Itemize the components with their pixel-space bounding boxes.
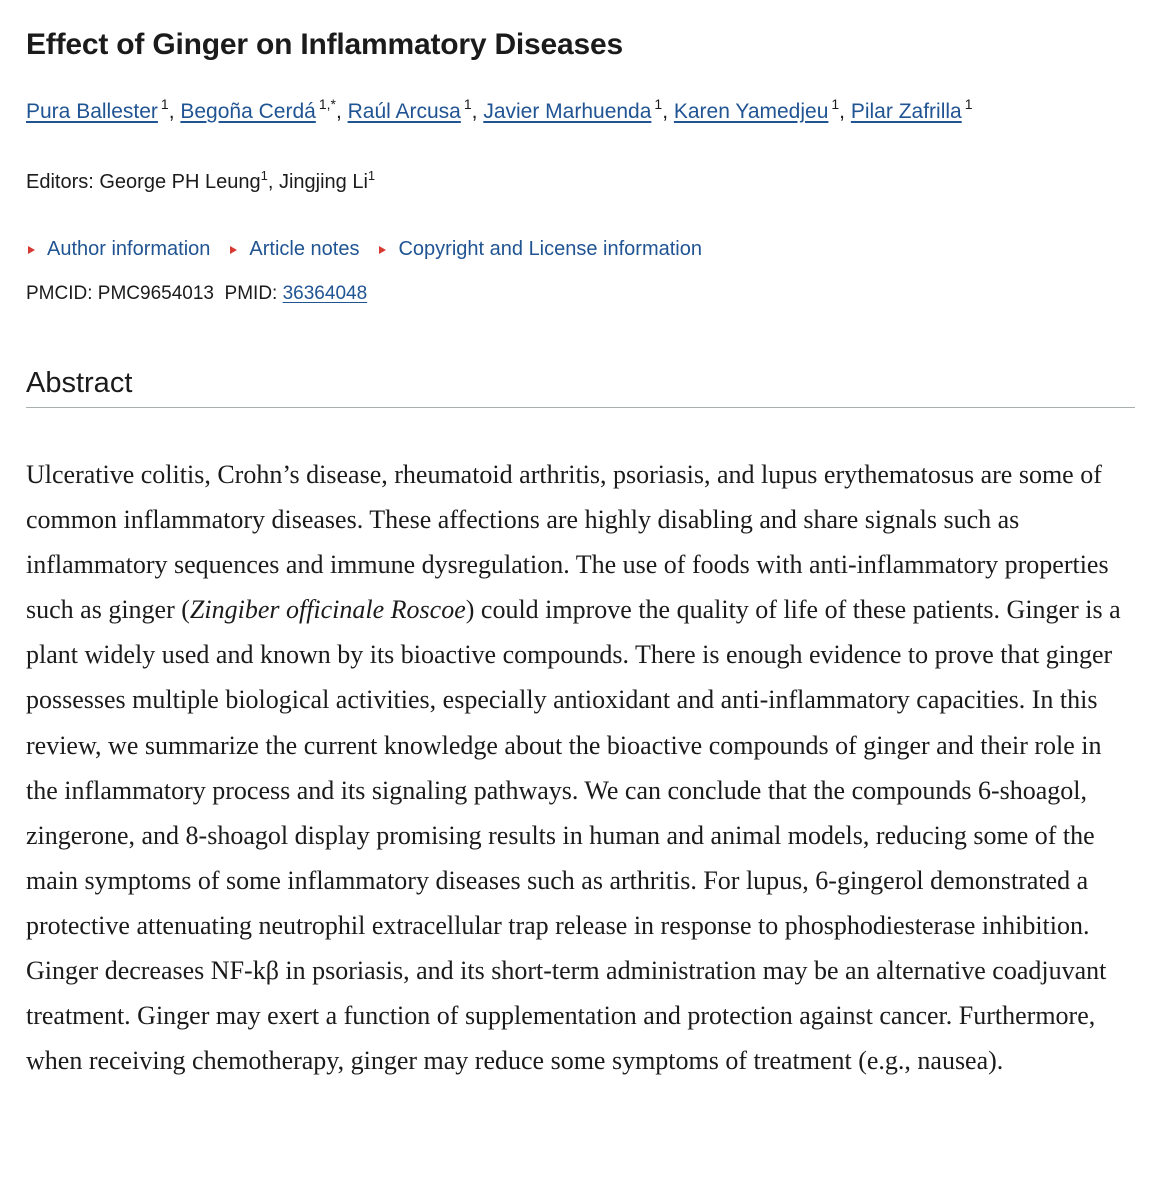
article-info-links <box>26 238 720 261</box>
affiliation-marker: 1 <box>260 168 268 183</box>
editor-entry <box>99 168 279 193</box>
affiliation-marker: 1 <box>160 96 169 112</box>
author-entry <box>180 96 348 123</box>
author-separator: , <box>335 100 348 123</box>
expand-triangle-icon <box>379 246 386 254</box>
editor-name: Jingjing Li <box>278 171 368 193</box>
copyright-license-toggle[interactable] <box>377 238 702 261</box>
author-list <box>26 96 973 124</box>
affiliation-marker: 1 <box>463 96 472 112</box>
pmcid-value: PMC9654013 <box>97 283 214 304</box>
author-entry <box>483 96 674 123</box>
info-link-label: Author information <box>47 238 211 260</box>
author-link[interactable]: Pilar Zafrilla <box>850 100 962 123</box>
info-link-label: Article notes <box>249 238 360 260</box>
affiliation-marker: 1 <box>964 96 973 112</box>
editor-name: George PH Leung <box>99 171 261 193</box>
section-divider <box>26 407 1135 408</box>
affiliation-marker: 1,* <box>318 96 336 112</box>
affiliation-marker: 1 <box>367 168 376 183</box>
editor-entry <box>278 168 376 193</box>
species-name: Zingiber officinale Roscoe <box>189 595 466 625</box>
abstract-body <box>26 452 1135 1083</box>
affiliation-marker: 1 <box>831 96 840 112</box>
pmid-label: PMID: <box>224 283 278 304</box>
expand-triangle-icon <box>230 246 237 254</box>
author-information-toggle[interactable] <box>26 238 210 261</box>
affiliation-marker: 1 <box>654 96 663 112</box>
pmcid-label: PMCID: <box>26 283 93 304</box>
author-link[interactable]: Pura Ballester <box>26 100 158 123</box>
expand-triangle-icon <box>28 246 35 254</box>
article-title: Effect of Ginger on Inflammatory Diseases <box>26 28 623 61</box>
author-separator: , <box>839 100 851 123</box>
author-separator: , <box>662 100 674 123</box>
article-notes-toggle[interactable] <box>228 238 359 261</box>
author-entry <box>347 96 484 123</box>
author-separator: , <box>168 100 181 123</box>
author-link[interactable]: Raúl Arcusa <box>347 100 461 123</box>
author-link[interactable]: Javier Marhuenda <box>483 100 652 123</box>
editors-label: Editors: <box>26 171 94 193</box>
abstract-text-part: Ulcerative colitis, Crohn’s disease, rheumatoid arthritis, psoriasis, and lupus erythematosus are some of common inflammatory diseases. These affections are highly disabling and share signals such as inflammatory sequences and immune dysregulation. The use of foods with anti-inflammatory properties such as ginger ( <box>26 460 1109 625</box>
abstract-text-part: ) could improve the quality of life of these patients. Ginger is a plant widely used and known by its bioactive compounds. There is enough evidence to prove that ginger possesses multiple biological activities, especially antioxidant and anti-inflammatory capacities. In this review, we summarize the current knowledge about the bioactive compounds of ginger and their role in the inflammatory process and its signaling pathways. We can conclude that the compounds 6-shoagol, zingerone, and 8-shoagol display promising results in human and animal models, reducing some of the main symptoms of some inflammatory diseases such as arthritis. For lupus, 6-gingerol demonstrated a protective attenuating neutrophil extracellular trap release in response to phosphodiesterase inhibition. Ginger decreases NF-kβ in psoriasis, and its short-term administration may be an alternative coadjuvant treatment. Ginger may exert a function of supplementation and protection against cancer. Furthermore, when receiving chemotherapy, ginger may reduce some symptoms of treatment (e.g., nausea). <box>26 595 1121 1076</box>
author-link[interactable]: Begoña Cerdá <box>180 100 316 123</box>
article-identifiers <box>26 283 367 305</box>
pmid-link[interactable]: 36364048 <box>282 283 368 304</box>
author-entry <box>26 96 181 123</box>
editor-list <box>26 168 376 194</box>
author-link[interactable]: Karen Yamedjeu <box>673 100 829 123</box>
author-entry <box>673 96 851 123</box>
editor-separator: , <box>267 171 279 193</box>
author-separator: , <box>471 100 484 123</box>
abstract-heading: Abstract <box>26 367 133 399</box>
author-entry <box>850 96 973 123</box>
info-link-label: Copyright and License information <box>398 238 702 260</box>
